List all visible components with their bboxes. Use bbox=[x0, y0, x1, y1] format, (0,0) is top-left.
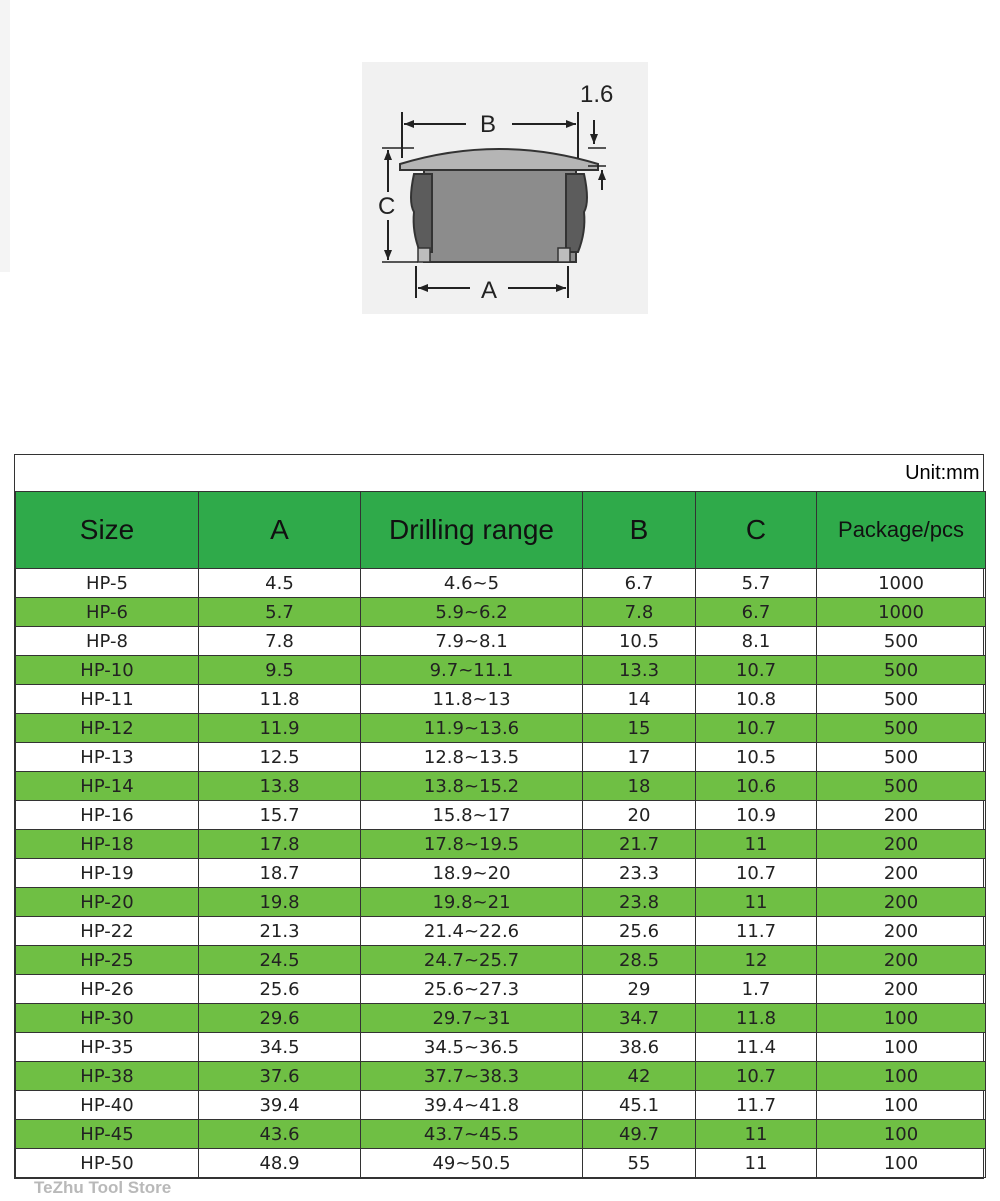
table-row bbox=[16, 888, 986, 917]
cell-size: HP-12 bbox=[16, 714, 199, 743]
table-row bbox=[16, 743, 986, 772]
table-row bbox=[16, 1062, 986, 1091]
cell-package: 100 bbox=[817, 1091, 986, 1120]
cell-b: 17 bbox=[583, 743, 696, 772]
cell-c: 10.7 bbox=[696, 714, 817, 743]
cell-drilling-range: 37.7~38.3 bbox=[361, 1062, 583, 1091]
table-row bbox=[16, 714, 986, 743]
cell-c: 8.1 bbox=[696, 627, 817, 656]
cell-drilling-range: 11.8~13 bbox=[361, 685, 583, 714]
cell-c: 1.7 bbox=[696, 975, 817, 1004]
cell-drilling-range: 17.8~19.5 bbox=[361, 830, 583, 859]
cell-b: 7.8 bbox=[583, 598, 696, 627]
table-row bbox=[16, 946, 986, 975]
cell-package: 200 bbox=[817, 917, 986, 946]
cell-drilling-range: 49~50.5 bbox=[361, 1149, 583, 1178]
cell-a: 15.7 bbox=[199, 801, 361, 830]
cell-size: HP-22 bbox=[16, 917, 199, 946]
cell-package: 100 bbox=[817, 1149, 986, 1178]
table-row bbox=[16, 1091, 986, 1120]
cell-b: 10.5 bbox=[583, 627, 696, 656]
cell-a: 24.5 bbox=[199, 946, 361, 975]
cell-size: HP-30 bbox=[16, 1004, 199, 1033]
col-header-c: C bbox=[696, 492, 817, 569]
left-clip bbox=[411, 174, 432, 252]
cell-b: 20 bbox=[583, 801, 696, 830]
cell-c: 6.7 bbox=[696, 598, 817, 627]
cell-a: 37.6 bbox=[199, 1062, 361, 1091]
cell-drilling-range: 15.8~17 bbox=[361, 801, 583, 830]
right-clip bbox=[566, 174, 587, 252]
cell-size: HP-25 bbox=[16, 946, 199, 975]
col-header-a: A bbox=[199, 492, 361, 569]
cell-c: 11.7 bbox=[696, 1091, 817, 1120]
cell-package: 100 bbox=[817, 1033, 986, 1062]
table-row bbox=[16, 1120, 986, 1149]
a-arrow-left bbox=[418, 284, 428, 292]
cell-a: 11.9 bbox=[199, 714, 361, 743]
col-header-b: B bbox=[583, 492, 696, 569]
cell-b: 13.3 bbox=[583, 656, 696, 685]
cell-package: 500 bbox=[817, 685, 986, 714]
unit-label: Unit:mm bbox=[16, 455, 986, 492]
cell-c: 11.7 bbox=[696, 917, 817, 946]
cell-a: 18.7 bbox=[199, 859, 361, 888]
cell-c: 10.5 bbox=[696, 743, 817, 772]
plug-dimension-diagram bbox=[362, 62, 648, 314]
thickness-arrow-bottom bbox=[598, 170, 606, 180]
cell-a: 5.7 bbox=[199, 598, 361, 627]
cell-b: 25.6 bbox=[583, 917, 696, 946]
table-row bbox=[16, 859, 986, 888]
plug-drawing bbox=[362, 62, 648, 314]
cell-b: 29 bbox=[583, 975, 696, 1004]
col-header-size: Size bbox=[16, 492, 199, 569]
cell-c: 12 bbox=[696, 946, 817, 975]
c-arrow-top bbox=[384, 150, 392, 160]
table-row bbox=[16, 801, 986, 830]
cell-drilling-range: 21.4~22.6 bbox=[361, 917, 583, 946]
unit-row bbox=[16, 455, 986, 492]
store-watermark: TeZhu Tool Store bbox=[34, 1178, 172, 1197]
cell-c: 11 bbox=[696, 888, 817, 917]
cell-drilling-range: 39.4~41.8 bbox=[361, 1091, 583, 1120]
cell-package: 100 bbox=[817, 1062, 986, 1091]
col-header-package: Package/pcs bbox=[817, 492, 986, 569]
cell-package: 500 bbox=[817, 627, 986, 656]
cell-size: HP-18 bbox=[16, 830, 199, 859]
table-row bbox=[16, 1033, 986, 1062]
cell-size: HP-13 bbox=[16, 743, 199, 772]
cell-drilling-range: 25.6~27.3 bbox=[361, 975, 583, 1004]
b-arrow-left bbox=[404, 120, 414, 128]
cell-a: 21.3 bbox=[199, 917, 361, 946]
cell-size: HP-5 bbox=[16, 569, 199, 598]
cell-drilling-range: 19.8~21 bbox=[361, 888, 583, 917]
cell-b: 38.6 bbox=[583, 1033, 696, 1062]
cell-package: 500 bbox=[817, 656, 986, 685]
cell-size: HP-14 bbox=[16, 772, 199, 801]
cell-drilling-range: 24.7~25.7 bbox=[361, 946, 583, 975]
cell-size: HP-8 bbox=[16, 627, 199, 656]
cell-drilling-range: 4.6~5 bbox=[361, 569, 583, 598]
cell-size: HP-50 bbox=[16, 1149, 199, 1178]
cell-package: 200 bbox=[817, 946, 986, 975]
cell-package: 200 bbox=[817, 830, 986, 859]
cell-package: 500 bbox=[817, 714, 986, 743]
cell-package: 200 bbox=[817, 975, 986, 1004]
table-body bbox=[16, 569, 986, 1178]
cell-c: 10.8 bbox=[696, 685, 817, 714]
cell-a: 12.5 bbox=[199, 743, 361, 772]
cell-drilling-range: 11.9~13.6 bbox=[361, 714, 583, 743]
table-row bbox=[16, 830, 986, 859]
cell-b: 6.7 bbox=[583, 569, 696, 598]
table-row bbox=[16, 917, 986, 946]
cell-package: 1000 bbox=[817, 598, 986, 627]
cell-c: 11.4 bbox=[696, 1033, 817, 1062]
c-arrow-bottom bbox=[384, 250, 392, 260]
cell-c: 10.7 bbox=[696, 656, 817, 685]
cell-drilling-range: 18.9~20 bbox=[361, 859, 583, 888]
cell-drilling-range: 9.7~11.1 bbox=[361, 656, 583, 685]
cell-drilling-range: 5.9~6.2 bbox=[361, 598, 583, 627]
cell-b: 18 bbox=[583, 772, 696, 801]
cell-a: 7.8 bbox=[199, 627, 361, 656]
cell-drilling-range: 12.8~13.5 bbox=[361, 743, 583, 772]
cell-size: HP-40 bbox=[16, 1091, 199, 1120]
cell-c: 11 bbox=[696, 830, 817, 859]
table-row bbox=[16, 569, 986, 598]
cell-a: 19.8 bbox=[199, 888, 361, 917]
cell-c: 10.6 bbox=[696, 772, 817, 801]
cell-c: 10.7 bbox=[696, 859, 817, 888]
a-arrow-right bbox=[556, 284, 566, 292]
table-row bbox=[16, 685, 986, 714]
cell-a: 4.5 bbox=[199, 569, 361, 598]
cell-package: 100 bbox=[817, 1004, 986, 1033]
cell-a: 9.5 bbox=[199, 656, 361, 685]
cell-size: HP-38 bbox=[16, 1062, 199, 1091]
cell-drilling-range: 7.9~8.1 bbox=[361, 627, 583, 656]
cell-package: 500 bbox=[817, 743, 986, 772]
table-row bbox=[16, 772, 986, 801]
cell-c: 11 bbox=[696, 1120, 817, 1149]
cell-drilling-range: 13.8~15.2 bbox=[361, 772, 583, 801]
cell-package: 100 bbox=[817, 1120, 986, 1149]
cell-b: 55 bbox=[583, 1149, 696, 1178]
cell-size: HP-6 bbox=[16, 598, 199, 627]
cell-b: 21.7 bbox=[583, 830, 696, 859]
cell-b: 49.7 bbox=[583, 1120, 696, 1149]
cell-drilling-range: 29.7~31 bbox=[361, 1004, 583, 1033]
cell-a: 34.5 bbox=[199, 1033, 361, 1062]
label-b: B bbox=[479, 111, 497, 138]
table-row bbox=[16, 627, 986, 656]
b-arrow-right bbox=[566, 120, 576, 128]
left-edge-strip bbox=[0, 0, 10, 272]
cell-a: 13.8 bbox=[199, 772, 361, 801]
cell-b: 15 bbox=[583, 714, 696, 743]
cell-package: 200 bbox=[817, 801, 986, 830]
table-row bbox=[16, 598, 986, 627]
cell-b: 23.3 bbox=[583, 859, 696, 888]
cell-a: 29.6 bbox=[199, 1004, 361, 1033]
plug-cap bbox=[400, 149, 598, 170]
cell-package: 200 bbox=[817, 859, 986, 888]
cell-b: 42 bbox=[583, 1062, 696, 1091]
cell-b: 45.1 bbox=[583, 1091, 696, 1120]
cell-size: HP-19 bbox=[16, 859, 199, 888]
cell-b: 28.5 bbox=[583, 946, 696, 975]
label-c: C bbox=[378, 193, 396, 220]
cell-c: 10.7 bbox=[696, 1062, 817, 1091]
cell-c: 11 bbox=[696, 1149, 817, 1178]
cell-size: HP-26 bbox=[16, 975, 199, 1004]
cell-size: HP-45 bbox=[16, 1120, 199, 1149]
cell-a: 43.6 bbox=[199, 1120, 361, 1149]
table-row bbox=[16, 975, 986, 1004]
cell-a: 11.8 bbox=[199, 685, 361, 714]
cell-size: HP-11 bbox=[16, 685, 199, 714]
cell-a: 48.9 bbox=[199, 1149, 361, 1178]
size-table bbox=[14, 454, 984, 1179]
cell-a: 17.8 bbox=[199, 830, 361, 859]
right-foot bbox=[558, 248, 570, 262]
cell-b: 34.7 bbox=[583, 1004, 696, 1033]
cell-package: 500 bbox=[817, 772, 986, 801]
cell-a: 25.6 bbox=[199, 975, 361, 1004]
cell-c: 5.7 bbox=[696, 569, 817, 598]
cell-size: HP-20 bbox=[16, 888, 199, 917]
left-foot bbox=[418, 248, 430, 262]
cell-size: HP-10 bbox=[16, 656, 199, 685]
table-row bbox=[16, 1149, 986, 1178]
cell-c: 10.9 bbox=[696, 801, 817, 830]
header-row bbox=[16, 492, 986, 569]
label-thickness: 1.6 bbox=[580, 81, 614, 108]
cell-drilling-range: 43.7~45.5 bbox=[361, 1120, 583, 1149]
cell-c: 11.8 bbox=[696, 1004, 817, 1033]
plug-body bbox=[424, 170, 576, 262]
thickness-arrow-top bbox=[590, 134, 598, 144]
cell-size: HP-35 bbox=[16, 1033, 199, 1062]
cell-package: 1000 bbox=[817, 569, 986, 598]
cell-package: 200 bbox=[817, 888, 986, 917]
cell-drilling-range: 34.5~36.5 bbox=[361, 1033, 583, 1062]
col-header-drilling-range: Drilling range bbox=[361, 492, 583, 569]
cell-b: 14 bbox=[583, 685, 696, 714]
cell-size: HP-16 bbox=[16, 801, 199, 830]
cell-b: 23.8 bbox=[583, 888, 696, 917]
cell-a: 39.4 bbox=[199, 1091, 361, 1120]
label-a: A bbox=[480, 277, 498, 304]
table-row bbox=[16, 1004, 986, 1033]
table-row bbox=[16, 656, 986, 685]
